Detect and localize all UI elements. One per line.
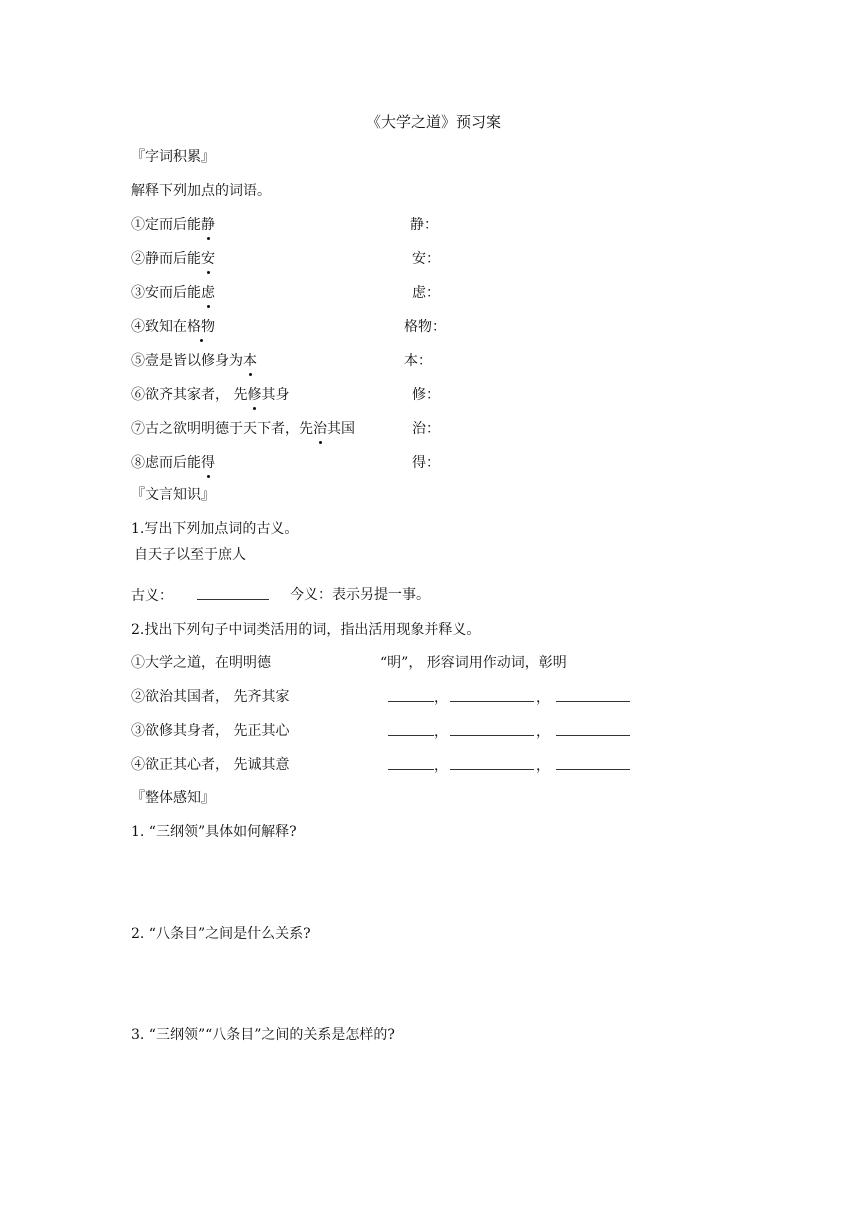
vocab-dotted-word: 治 <box>313 421 327 437</box>
vocab-answer-label: 安： <box>412 251 440 267</box>
conversion-answer-blanks <box>388 687 630 708</box>
vocab-answer-label: 静： <box>410 217 438 233</box>
conversion-answer-blanks <box>388 755 630 776</box>
vocab-dotted-word: 修 <box>247 387 262 403</box>
answer-blank[interactable] <box>556 687 630 702</box>
answer-blank[interactable] <box>556 755 630 770</box>
example-answer: “明”， 形容词用作动词，彰明 <box>380 655 567 671</box>
vocab-item-text: ④致知在 <box>131 319 187 335</box>
comma-separator: ， <box>434 758 448 774</box>
vocab-item-text-tail: 其身 <box>261 387 290 403</box>
vocab-item <box>131 249 215 269</box>
question-2-title: 2.找出下列句子中词类活用的词，指出活用现象并释义。 <box>131 622 481 638</box>
question-1-title: 1.写出下列加点词的古义。 <box>131 521 299 537</box>
comma-separator: ， <box>434 690 448 706</box>
vocab-answer-label: 虑： <box>412 285 440 301</box>
question-1-sentence: 自天子以至于庶人 <box>134 547 246 563</box>
page-title: 《大学之道》预习案 <box>366 113 502 131</box>
vocab-item <box>131 419 355 439</box>
answer-blank[interactable] <box>556 721 630 736</box>
jinyi-text: 今义：表示另提一事。 <box>290 587 430 603</box>
vocab-item <box>131 351 257 371</box>
comma-separator: ， <box>536 758 550 774</box>
guyi-answer-blank[interactable] <box>197 585 269 600</box>
guyi-label: 古义： <box>131 588 173 604</box>
vocab-dotted-word: 得 <box>201 455 215 471</box>
vocab-item-text: ③安而后能 <box>131 285 201 301</box>
vocab-instruction: 解释下列加点的词语。 <box>131 183 271 199</box>
overall-question: 3. “三纲领”“八条目”之间的关系是怎样的? <box>131 1027 395 1043</box>
vocab-answer-label: 格物： <box>404 319 446 335</box>
vocab-item-text: ⑥欲齐其家者， 先 <box>131 387 248 403</box>
answer-blank[interactable] <box>450 687 534 702</box>
vocab-item <box>131 283 215 303</box>
vocab-item-text: ⑧虑而后能 <box>131 455 201 471</box>
conversion-sentence: ③欲修其身者， 先正其心 <box>131 723 290 739</box>
vocab-item <box>131 453 215 473</box>
section-heading-classical: 『文言知识』 <box>131 487 215 503</box>
overall-question: 1. “三纲领”具体如何解释? <box>131 824 297 840</box>
vocab-item <box>131 317 215 337</box>
overall-question: 2. “八条目”之间是什么关系? <box>131 926 311 942</box>
vocab-item-text: ①定而后能 <box>131 217 201 233</box>
comma-separator: ， <box>536 724 550 740</box>
comma-separator: ， <box>434 724 448 740</box>
vocab-answer-label: 治： <box>412 421 440 437</box>
answer-blank[interactable] <box>388 721 434 736</box>
vocab-item <box>131 215 215 235</box>
section-heading-overall: 『整体感知』 <box>131 790 215 806</box>
answer-blank[interactable] <box>388 755 434 770</box>
vocab-item-text: ⑤壹是皆以修身为 <box>131 353 243 369</box>
vocab-answer-label: 得： <box>412 455 440 471</box>
vocab-item-text: ②静而后能 <box>131 251 201 267</box>
answer-blank[interactable] <box>450 721 534 736</box>
answer-blank[interactable] <box>388 687 434 702</box>
conversion-sentence: ②欲治其国者， 先齐其家 <box>131 689 290 705</box>
vocab-item-text: ⑦古之欲明明德于天下者，先 <box>131 421 313 437</box>
vocab-dotted-word: 虑 <box>201 285 215 301</box>
vocab-answer-label: 本： <box>404 353 432 369</box>
vocab-dotted-word: 安 <box>201 251 215 267</box>
vocab-dotted-word: 格物 <box>187 319 215 335</box>
vocab-dotted-word: 静 <box>201 217 215 233</box>
answer-blank[interactable] <box>450 755 534 770</box>
section-heading-vocab: 『字词积累』 <box>131 149 215 165</box>
comma-separator: ， <box>536 690 550 706</box>
example-sentence: ①大学之道，在明明德 <box>131 655 271 671</box>
guyi-row <box>131 585 269 606</box>
conversion-sentence: ④欲正其心者， 先诚其意 <box>131 757 290 773</box>
vocab-item <box>131 385 289 405</box>
conversion-answer-blanks <box>388 721 630 742</box>
vocab-answer-label: 修： <box>412 387 440 403</box>
vocab-dotted-word: 本 <box>243 353 257 369</box>
vocab-item-text-tail: 其国 <box>327 421 355 437</box>
